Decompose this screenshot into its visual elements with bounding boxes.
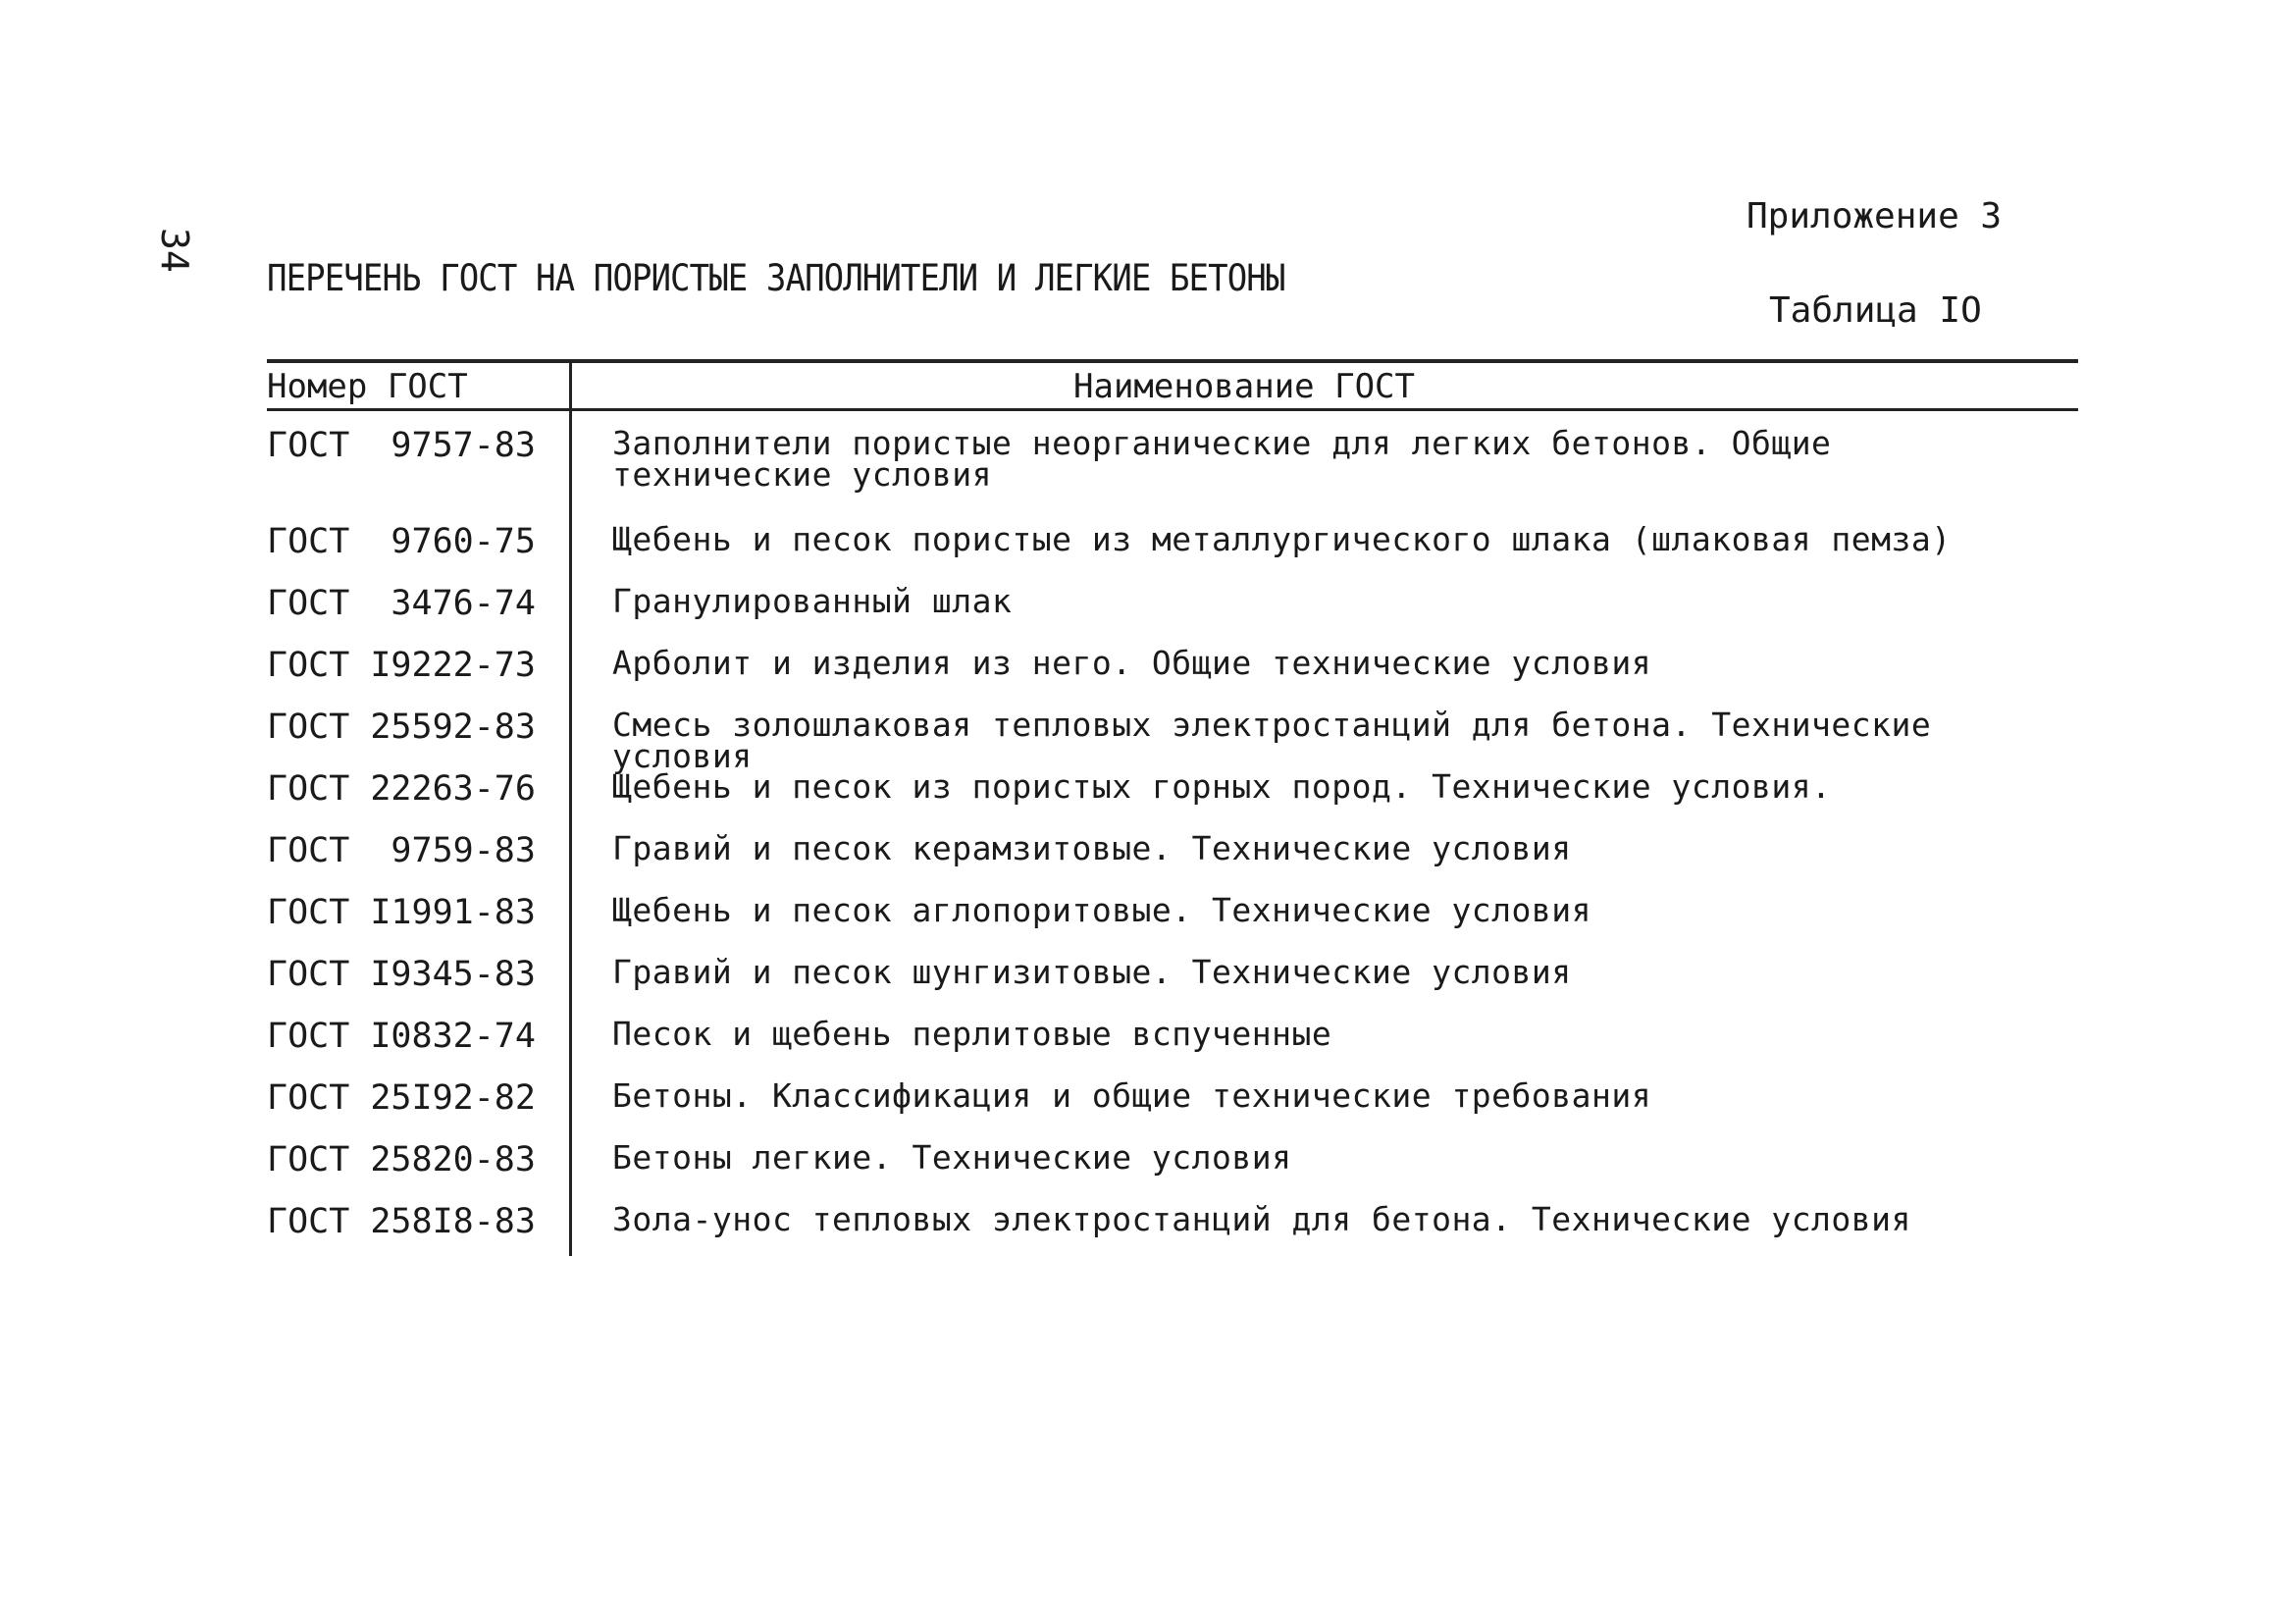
row-name: Щебень и песок из пористых горных пород. Технические условия. xyxy=(612,767,1832,806)
row-number: ГОСТ I9222-73 xyxy=(267,646,536,685)
row-name: Песок и щебень перлитовые вспученные xyxy=(612,1015,1332,1053)
row-name: Бетоны. Классификация и общие технические требования xyxy=(612,1076,1652,1115)
row-name: Щебень и песок аглопоритовые. Технические условия xyxy=(612,891,1592,929)
row-name: Щебень и песок пористые из металлургического шлака (шлаковая пемза) xyxy=(612,520,1952,558)
row-number: ГОСТ 25592-83 xyxy=(267,707,536,747)
row-name: Заполнители пористые неорганические для легких бетонов. Общие технические условия xyxy=(612,424,1832,494)
row-number: ГОСТ 9759-83 xyxy=(267,831,536,870)
row-number: ГОСТ 9760-75 xyxy=(267,522,536,561)
row-number: ГОСТ 22263-76 xyxy=(267,769,536,809)
row-name: Смесь золошлаковая тепловых электростанций для бетона. Технические условия xyxy=(612,706,1932,775)
document-title: ПЕРЕЧЕНЬ ГОСТ НА ПОРИСТЫЕ ЗАПОЛНИТЕЛИ И ЛЕГКИЕ БЕТОНЫ xyxy=(267,257,1285,299)
page-number: 34 xyxy=(153,228,196,273)
row-number: ГОСТ 25I92-82 xyxy=(267,1078,536,1118)
column-divider xyxy=(569,359,572,1256)
table-top-rule xyxy=(267,359,2078,363)
row-number: ГОСТ I9345-83 xyxy=(267,955,536,994)
row-number: ГОСТ 25820-83 xyxy=(267,1140,536,1179)
row-number: ГОСТ I0832-74 xyxy=(267,1017,536,1056)
row-number: ГОСТ 3476-74 xyxy=(267,584,536,623)
row-name: Гравий и песок керамзитовые. Технические условия xyxy=(612,829,1572,867)
header-name: Наименование ГОСТ xyxy=(1073,367,1415,406)
row-name: Арболит и изделия из него. Общие технические условия xyxy=(612,644,1652,682)
row-number: ГОСТ I1991-83 xyxy=(267,893,536,932)
table-header-rule xyxy=(267,408,2078,411)
table-label: Таблица IO xyxy=(1769,290,1982,331)
row-name: Гранулированный шлак xyxy=(612,582,1013,620)
header-number: Номер ГОСТ xyxy=(267,367,468,406)
row-number: ГОСТ 9757-83 xyxy=(267,426,536,465)
row-name: Бетоны легкие. Технические условия xyxy=(612,1138,1292,1177)
row-number: ГОСТ 258I8-83 xyxy=(267,1202,536,1241)
appendix-label: Приложение 3 xyxy=(1747,196,2003,236)
row-name: Зола-унос тепловых электростанций для бетона. Технические условия xyxy=(612,1200,1911,1238)
row-name: Гравий и песок шунгизитовые. Технические условия xyxy=(612,953,1572,991)
